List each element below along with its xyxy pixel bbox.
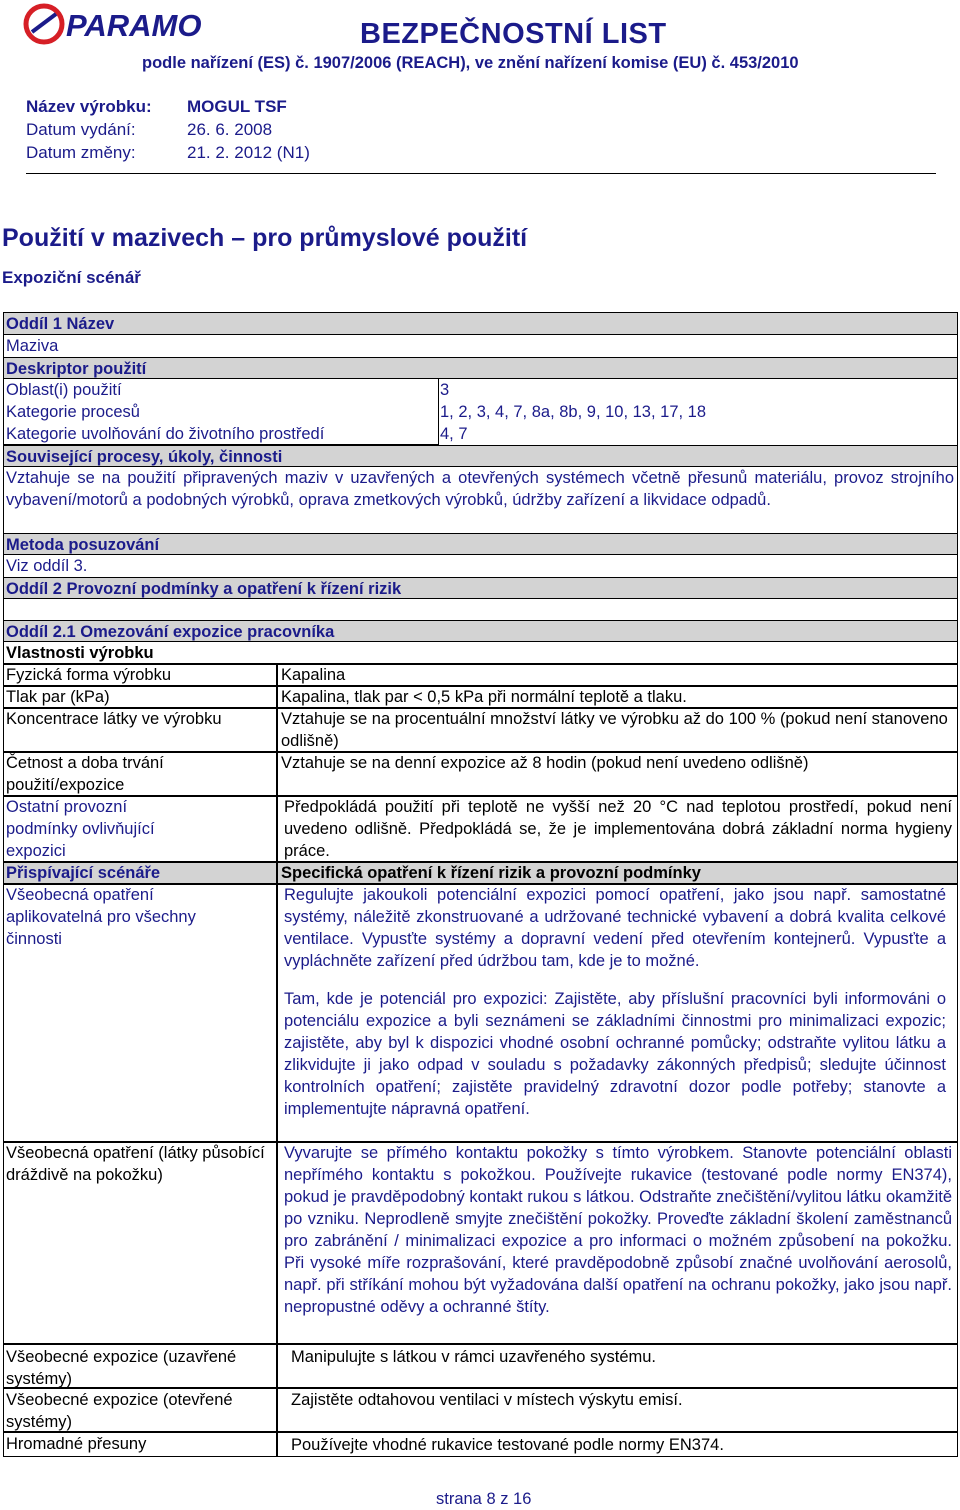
descriptor-heading: Deskriptor použití — [6, 360, 147, 378]
value-cell-box — [277, 664, 958, 686]
oddil1-heading: Oddíl 1 Název — [6, 315, 115, 333]
property-value: Vztahuje se na procentuální množství látky ve výrobku až do 100 % (pokud není stanoveno odlišně) — [281, 710, 948, 750]
method-value: Viz oddíl 3. — [6, 557, 88, 575]
scenarios-heading: Přispívající scénáře — [6, 864, 161, 882]
properties-heading: Vlastnosti výrobku — [6, 644, 154, 662]
document-title: BEZPEČNOSTNÍ LIST — [360, 18, 667, 50]
header-divider — [26, 173, 936, 174]
properties-heading-row — [3, 642, 958, 664]
oddil21-heading: Oddíl 2.1 Omezování expozice pracovníka — [6, 623, 335, 641]
spacer-row — [3, 599, 958, 620]
issue-date-row — [26, 120, 273, 140]
method-value-row — [3, 555, 958, 577]
property-label: Četnost a doba trvání použití/expozice — [6, 754, 164, 794]
property-label: Koncentrace látky ve výrobku — [6, 710, 222, 728]
change-label: Datum změny: — [26, 143, 136, 162]
descriptor-heading-row — [3, 357, 958, 379]
property-value: Předpokládá použití při teplotě ne vyšší než 20 °C nad teplotou prostředí, pokud není uvedeno odlišně. Předpokládá se, že je implementována dobrá základní norma hygieny práce. — [284, 798, 952, 860]
change-date-row — [26, 143, 310, 163]
oddil1-heading-row — [3, 312, 958, 335]
change-value: 21. 2. 2012 (N1) — [187, 143, 310, 162]
descriptor-rows — [3, 379, 958, 445]
property-label: Fyzická forma výrobku — [6, 666, 172, 684]
descriptor-value: 3 — [440, 381, 450, 399]
processes-heading: Související procesy, úkoly, činnosti — [6, 448, 283, 466]
processes-text-row — [3, 467, 958, 533]
scenario-measure: Tam, kde je potenciál pro expozici: Zajistěte, aby příslušní pracovníci byli informováni o potenciálu expozice a byli seznámeni se základními činnostmi pro minimalizaci expozic; zajistěte, aby byl k dispozici vhodné osobní ochranné pomůcky; odstraňte vylitou látku a zlikvidujte ji jako odpad v souladu s požadavky zákonných předpisů; sledujte účinnost kontrolních opatření; zajistěte pravidelný zdravotní dozor podle potřeby; stanovte a implementujte nápravná opatření. — [284, 990, 946, 1118]
processes-text: Vztahuje se na použití připravených maziv v uzavřených a otevřených systémech včetně přesunů materiálu, provoz strojního vybavení/motorů a podobných výrobků, oprava zmetkových výrobků, údržby zařízení a likvidace odpadů. — [6, 469, 954, 509]
scenario-measure: Regulujte jakoukoli potenciální expozici pomocí opatření, jako jsou např. samostatné systémy, náležitě zkonstruované a udržované technické vybavení a dobrá kvalita celkové ventilace. Vypusťte systémy a dopravní vedení před otevřením kontejnerů. Vypusťte a vypláchněte zařízení před údržbou tam, kde je to možné. — [284, 886, 946, 970]
oddil21-heading-row — [3, 620, 958, 642]
oddil2-heading: Oddíl 2 Provozní podmínky a opatření k řízení rizik — [6, 580, 402, 598]
oddil2-heading-row — [3, 577, 958, 599]
scenario-rows — [3, 884, 958, 1457]
name-value: Maziva — [6, 337, 59, 355]
method-heading: Metoda posuzování — [6, 536, 160, 554]
paramo-logo — [22, 2, 212, 48]
scenario-label: Všeobecná opatření (látky působící dráždivě na pokožku) — [6, 1144, 265, 1184]
issue-label: Datum vydání: — [26, 120, 136, 139]
scenario-label: Všeobecné expozice (uzavřené systémy) — [6, 1348, 237, 1388]
name-value-row — [3, 335, 958, 357]
descriptor-label: Kategorie uvolňování do životního prostředí — [6, 425, 325, 443]
properties-rows — [3, 664, 958, 860]
processes-heading-row — [3, 445, 958, 467]
method-heading-row — [3, 533, 958, 555]
scenario-measure: Vyvarujte se přímého kontaktu pokožky s tímto výrobkem. Stanovte potenciální oblasti nepřímého kontaktu s pokožkou. Používejte rukavice (testované podle normy EN374), pokud je pravděpodobný kontakt rukou s látkou. Odstraňte znečištění/vylitou látku okamžitě po vzniku. Neprodleně smyjte znečištění pokožky. Proveďte základní školení zaměstnanců pro zabránění / minimalizaci expozice a pro informaci o možném způsobení na pokožku. Při vysoké míře rozprašování, které pravděpodobně způsobí značné uvolňování aerosolů, např. při stříkání mohou být vyžadována další opatření na ochranu pokožky, jako jsou např. nepropustné oděvy a ochranné štíty. — [284, 1144, 952, 1316]
scenarios-heading-row — [3, 862, 958, 884]
section-subtitle: Expoziční scénář — [2, 268, 141, 287]
product-value: MOGUL TSF — [187, 97, 287, 116]
scenario-measure: Používejte vhodné rukavice testované podle normy EN374. — [291, 1436, 724, 1454]
scenario-label: Všeobecné expozice (otevřené systémy) — [6, 1391, 233, 1431]
descriptor-value: 4, 7 — [440, 425, 468, 443]
page-number: strana 8 z 16 — [436, 1490, 532, 1508]
regulation-line: podle nařízení (ES) č. 1907/2006 (REACH), ve znění nařízení komise (EU) č. 453/2010 — [142, 54, 799, 72]
measures-heading: Specifická opatření k řízení rizik a provozní podmínky — [281, 864, 701, 882]
logo-text: PARAMO — [66, 8, 202, 43]
property-value: Vztahuje se na denní expozice až 8 hodin (pokud není uvedeno odlišně) — [281, 754, 809, 772]
scenario-label: Všeobecná opatření aplikovatelná pro všechny činnosti — [6, 886, 196, 948]
property-label: Ostatní provozní podmínky ovlivňující expozici — [6, 798, 155, 860]
descriptor-value: 1, 2, 3, 4, 7, 8a, 8b, 9, 10, 13, 17, 18 — [440, 403, 707, 421]
property-value: Kapalina, tlak par < 0,5 kPa při normální teplotě a tlaku. — [281, 688, 687, 706]
scenario-measure: Manipulujte s látkou v rámci uzavřeného systému. — [291, 1348, 656, 1366]
issue-value: 26. 6. 2008 — [187, 120, 273, 139]
descriptor-label: Oblast(i) použití — [6, 381, 122, 399]
property-label: Tlak par (kPa) — [6, 688, 110, 706]
descriptor-label: Kategorie procesů — [6, 403, 140, 421]
scenario-measure: Zajistěte odtahovou ventilaci v místech výskytu emisí. — [291, 1391, 683, 1409]
section-title: Použití v mazivech – pro průmyslové použití — [2, 224, 528, 252]
property-value: Kapalina — [281, 666, 346, 684]
product-label: Název výrobku: — [26, 97, 152, 116]
product-name-row — [26, 97, 287, 117]
scenario-label: Hromadné přesuny — [6, 1435, 147, 1453]
